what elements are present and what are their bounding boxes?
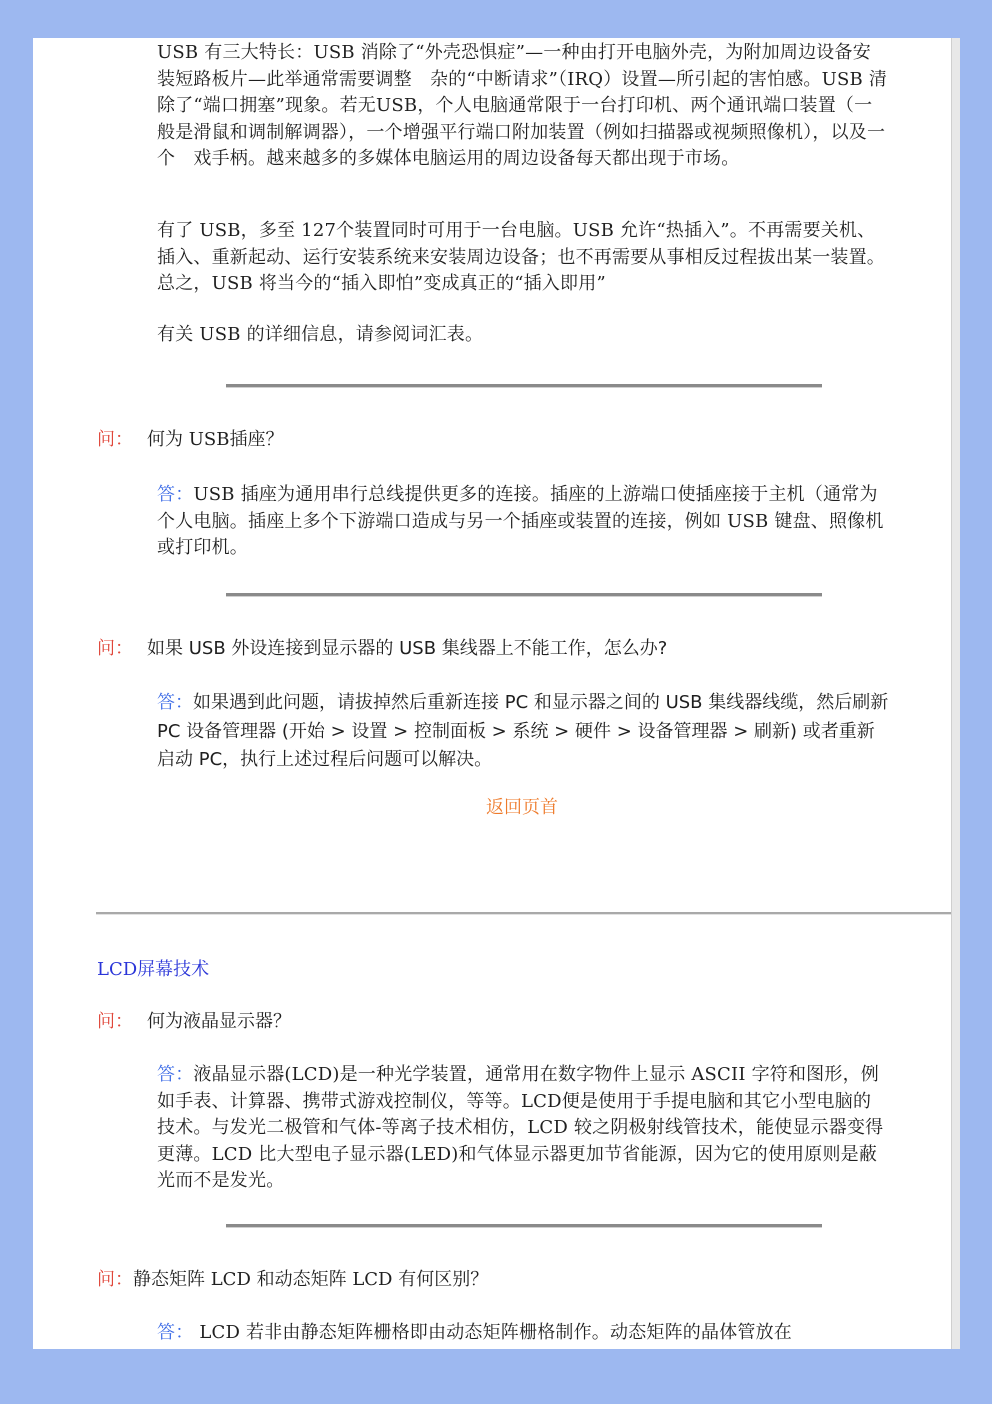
page-edge-shadow [951, 38, 960, 1349]
answer-text: 如果遇到此问题，请拔掉然后重新连接 PC 和显示器之间的 USB 集线器线缆，然后刷新 PC 设备管理器 (开始 > 设置 > 控制面板 > 系统 > 硬件 > 设备管理器 > 刷新) 或者重新启动 PC，执行上述过程后问题可以解决。 [157, 692, 889, 770]
answer-text: 液晶显示器(LCD)是一种光学装置，通常用在数字物件上显示 ASCII 字符和图形，例如手表、计算器、携带式游戏控制仪，等等。LCD便是使用于手提电脑和其它小型电脑的技术。与发光二极管和气体-等离子技术相仿，LCD 较之阴极射线管技术，能使显示器变得更薄。LCD 比大型电子显示器(LED)和气体显示器更加节省能源，因为它的使用原则是蔽光而不是发光。 [157, 1064, 884, 1191]
question-what-is-lcd [97, 1009, 291, 1035]
usb-intro-paragraph-3: 有关 USB 的详细信息，请参阅词汇表。 [157, 324, 484, 345]
question-text: 何为 USB插座？ [147, 429, 284, 450]
answer-label: 答： [157, 484, 194, 505]
divider-rule [226, 384, 822, 388]
question-text: 如果 USB 外设连接到显示器的 USB 集线器上不能工作，怎么办? [147, 638, 668, 659]
back-to-top-link[interactable]: 返回页首 [486, 797, 558, 818]
question-label: 问： [97, 429, 133, 450]
usb-intro-paragraph-1: USB 有三大特长：USB 消除了“外壳恐惧症”—一种由打开电脑外壳，为附加周边设备安装短路板片—此举通常需要调整 杂的“中断请求”（IRQ）设置—所引起的害怕感。USB 清除了“端口拥塞”现象。若无USB，个人电脑通常限于一台打印机、两个通讯端口装置（一般是滑鼠和调制解调器），一个增强平行端口附加装置（例如扫描器或视频照像机），以及一个 戏手柄。越来越多的多媒体电脑运用的周边设备每天都出现于市场。 [157, 42, 888, 169]
section-divider [96, 912, 951, 915]
divider-rule [226, 1224, 822, 1228]
answer-usb-peripheral [157, 689, 889, 775]
answer-label: 答： [157, 1322, 194, 1343]
question-usb-peripheral [97, 636, 667, 662]
question-text: 何为液晶显示器？ [147, 1011, 291, 1032]
answer-usb-hub [157, 482, 889, 562]
lcd-section-title[interactable]: LCD屏幕技术 [97, 959, 210, 980]
answer-text: USB 插座为通用串行总线提供更多的连接。插座的上游端口使插座接于主机（通常为个人电脑。插座上多个下游端口造成与另一个插座或装置的连接，例如 USB 键盘、照像机或打印机。 [157, 484, 884, 558]
answer-label: 答： [157, 1064, 194, 1085]
document-page [33, 38, 959, 1349]
question-label: 问： [97, 1269, 133, 1290]
question-static-vs-dynamic-lcd [97, 1267, 488, 1293]
answer-what-is-lcd [157, 1062, 889, 1195]
usb-intro-paragraph-2: 有了 USB，多至 127个装置同时可用于一台电脑。USB 允许“热插入”。不再需要关机、插入、重新起动、运行安装系统来安装周边设备；也不再需要从事相反过程拔出某一装置。总之，USB 将当今的“插入即怕”变成真正的“插入即用” [157, 220, 885, 294]
question-text: 静态矩阵 LCD 和动态矩阵 LCD 有何区别？ [133, 1269, 489, 1290]
answer-text: LCD 若非由静态矩阵栅格即由动态矩阵栅格制作。动态矩阵的晶体管放在 [193, 1322, 793, 1343]
divider-rule [226, 593, 822, 597]
answer-label: 答： [157, 692, 193, 713]
question-label: 问： [97, 1011, 133, 1032]
question-usb-hub [97, 427, 283, 453]
question-label: 问： [97, 638, 133, 659]
answer-static-vs-dynamic-lcd [157, 1320, 889, 1347]
